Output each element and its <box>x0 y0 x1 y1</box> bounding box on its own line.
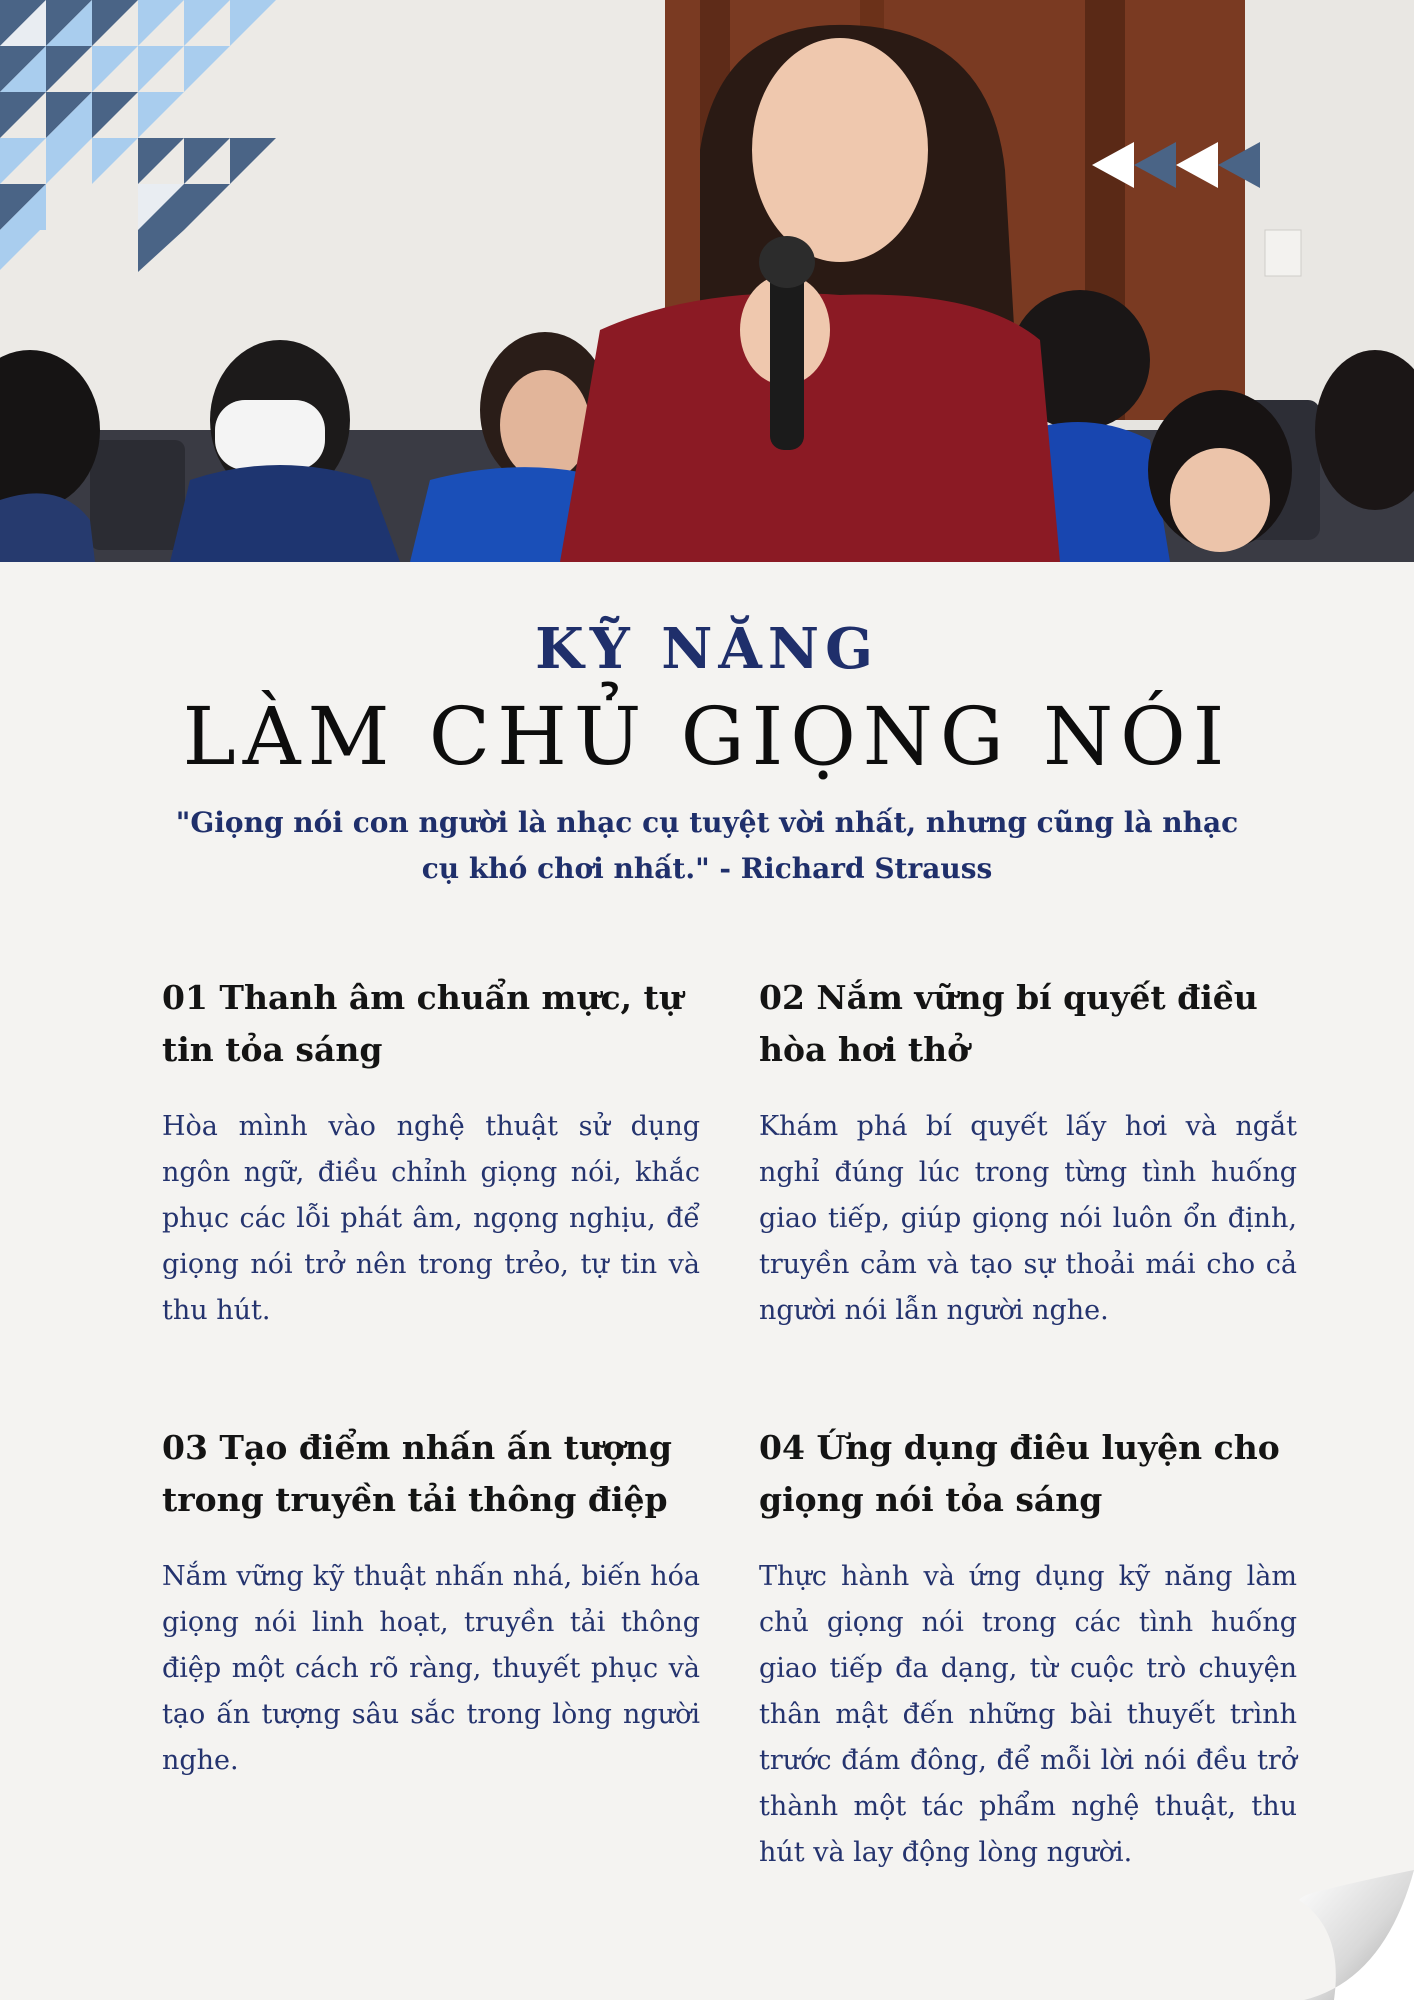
section-01 <box>162 972 700 1334</box>
triangle-pattern-decoration <box>0 0 280 272</box>
title-block <box>0 612 1414 788</box>
section-heading: 03 Tạo điểm nhấn ấn tượng trong truyền tải thông điệp <box>162 1428 672 1519</box>
page-curl-icon <box>1244 1870 1414 2000</box>
page-title: LÀM CHỦ GIỌNG NÓI <box>182 690 1232 783</box>
section-body: Nắm vững kỹ thuật nhấn nhá, biến hóa giọng nói linh hoạt, truyền tải thông điệp một cách rõ ràng, thuyết phục và tạo ấn tượng sâu sắc trong lòng người nghe. <box>162 1561 700 1776</box>
section-heading: 02 Nắm vững bí quyết điều hòa hơi thở <box>759 978 1258 1069</box>
section-body: Hòa mình vào nghệ thuật sử dụng ngôn ngữ, điều chỉnh giọng nói, khắc phục các lỗi phát âm, ngọng nghịu, để giọng nói trở nên trong trẻo, tự tin và thu hút. <box>162 1111 700 1326</box>
section-02 <box>759 972 1297 1334</box>
kicker-title: KỸ NĂNG <box>535 616 879 682</box>
section-body: Khám phá bí quyết lấy hơi và ngắt nghỉ đúng lúc trong từng tình huống giao tiếp, giúp giọng nói luôn ổn định, truyền cảm và tạo sự thoải mái cho cả người nói lẫn người nghe. <box>759 1111 1297 1326</box>
section-body: Thực hành và ứng dụng kỹ năng làm chủ giọng nói trong các tình huống giao tiếp đa dạng, từ cuộc trò chuyện thân mật đến những bài thuyết trình trước đám đông, để mỗi lời nói đều trở thành một tác phẩm nghệ thuật, thu hút và lay động lòng người. <box>759 1561 1297 1868</box>
quote: "Giọng nói con người là nhạc cụ tuyệt vời nhất, nhưng cũng là nhạc cụ khó chơi nhất." - Richard Strauss <box>175 806 1239 885</box>
section-heading: 01 Thanh âm chuẩn mực, tự tin tỏa sáng <box>162 978 683 1069</box>
arrow-triangles-decoration <box>1092 140 1268 190</box>
section-04 <box>759 1422 1297 1876</box>
section-03 <box>162 1422 700 1784</box>
section-heading: 04 Ứng dụng điêu luyện cho giọng nói tỏa sáng <box>759 1428 1280 1519</box>
